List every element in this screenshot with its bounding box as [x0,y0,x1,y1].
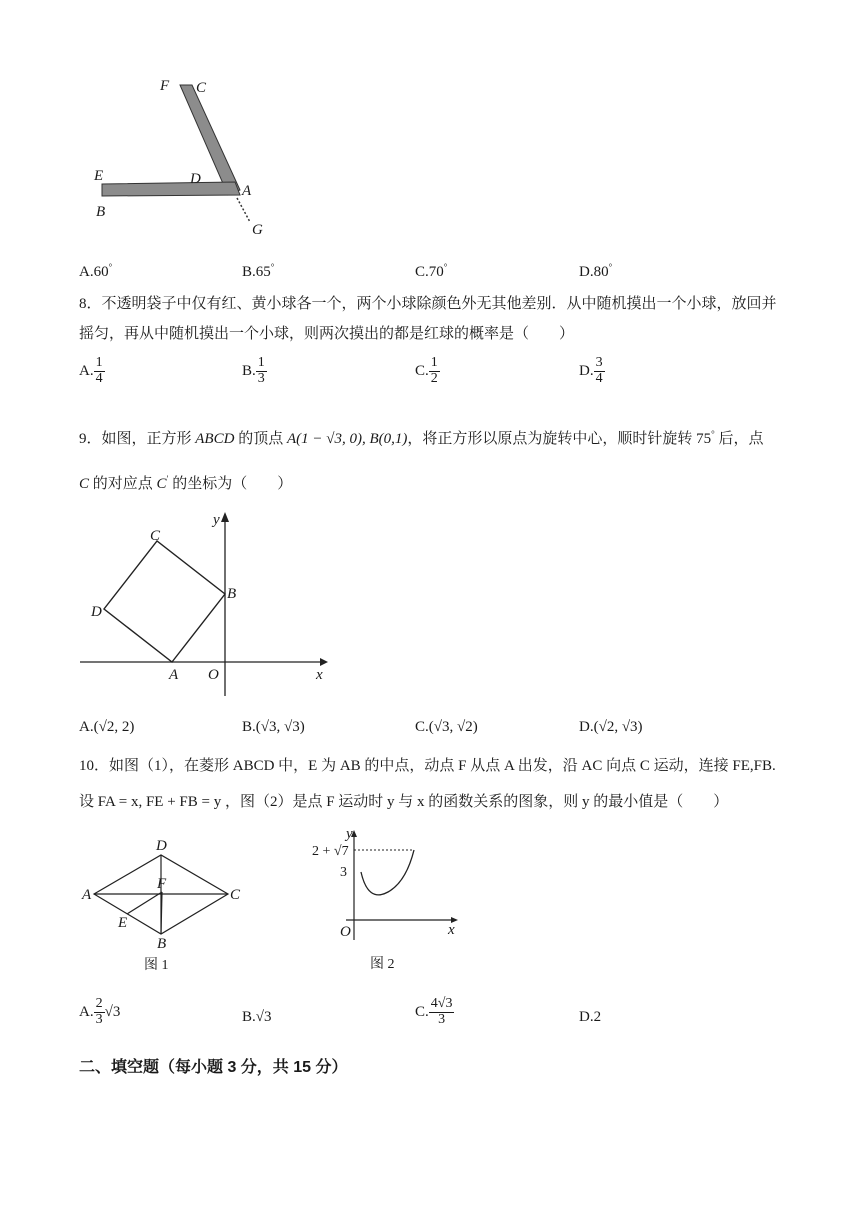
q9-label-c: C [150,528,161,544]
q10-fig2-label-x: x [448,922,455,938]
section-heading: 二、填空题（每小题 3 分，共 15 分） [79,1059,348,1076]
q10-fig2-label-3: 3 [340,865,347,880]
q9-option-a: A.(√2, 2) [79,719,135,735]
q7-label-c: C [196,80,207,96]
q10-stem-line1: 10．如图（1），在菱形 ABCD 中，E 为 AB 的中点，动点 F 从点 A 出发，沿 AC 向点 C 运动，连接 FE,FB. [79,758,776,774]
q10-fig2-label-o: O [340,924,351,940]
q10-option-a: A. $\frac{2}{3}$ √3 [79,996,121,1027]
q10-fig1-caption: 图 1 [144,958,169,973]
q7-label-f: F [160,78,170,94]
q10-fig1-label-d: D [156,838,167,854]
q9-label-o: O [208,667,219,683]
q10-fig1-label-e: E [118,915,128,931]
q10-figure-2 [308,828,463,976]
q8-option-c: C. $\frac{1}{2}$ [415,355,438,386]
q9-stem-line2: C 的对应点 C′ 的坐标为（ ） [79,474,293,492]
q9-figure [80,508,330,698]
q9-stem-line1: 9．如图，正方形 ABCD 的顶点 A(1 − √3, 0), B(0,1)，将正方形以原点为旋转中心，顺时针旋转 75° 后，点 [79,429,764,447]
q10-option-d: D.2 [579,1009,602,1025]
q8-option-a: A. $\frac{1}{4}$ [79,355,103,386]
q8-stem-line1: 8．不透明袋子中仅有红、黄小球各一个，两个小球除颜色外无其他差别．从中随机摸出一个小球，放回并 [79,296,777,312]
q8-option-d: D. $\frac{3}{4}$ [579,355,603,386]
q7-label-e: E [94,168,104,184]
q9-label-b: B [227,586,237,602]
q10-fig2-label-y: y [346,828,353,842]
q8-option-b: B. $\frac{1}{3}$ [242,355,265,386]
q10-fig1-label-c: C [230,887,241,903]
q10-fig1-label-b: B [157,936,167,952]
q9-label-d: D [91,604,102,620]
q9-label-x: x [316,667,323,683]
q10-option-c: C. $\frac{4√3}{3}$ [415,996,453,1027]
q10-figure-1 [80,836,255,976]
q9-option-c: C.(√3, √2) [415,719,478,735]
q10-stem-line2: 设 FA = x, FE + FB = y ，图（2）是点 F 运动时 y 与 x 的函数关系的图象，则 y 的最小值是（ ） [79,794,729,810]
q9-label-y: y [213,512,220,528]
q7-option-d: D.80° [579,262,613,280]
q10-fig2-label-max: 2 + √7 [312,844,349,859]
q7-label-d: D [190,171,201,187]
q7-option-a: A.60° [79,262,113,280]
q9-option-d: D.(√2, √3) [579,719,643,735]
q7-label-b: B [96,204,106,220]
q7-option-b: B.65° [242,262,275,280]
q8-stem-line2: 摇匀，再从中随机摸出一个小球，则两次摸出的都是红球的概率是（ ） [79,326,575,342]
q7-label-a: A [242,183,252,199]
q7-figure [80,70,280,240]
q10-fig2-caption: 图 2 [370,957,395,972]
q7-label-g: G [252,222,263,238]
q9-label-a: A [169,667,179,683]
q10-fig1-label-a: A [82,887,92,903]
q9-option-b: B.(√3, √3) [242,719,305,735]
q10-option-b: B.√3 [242,1009,272,1025]
q10-fig1-label-f: F [157,876,167,892]
q7-option-c: C.70° [415,262,448,280]
